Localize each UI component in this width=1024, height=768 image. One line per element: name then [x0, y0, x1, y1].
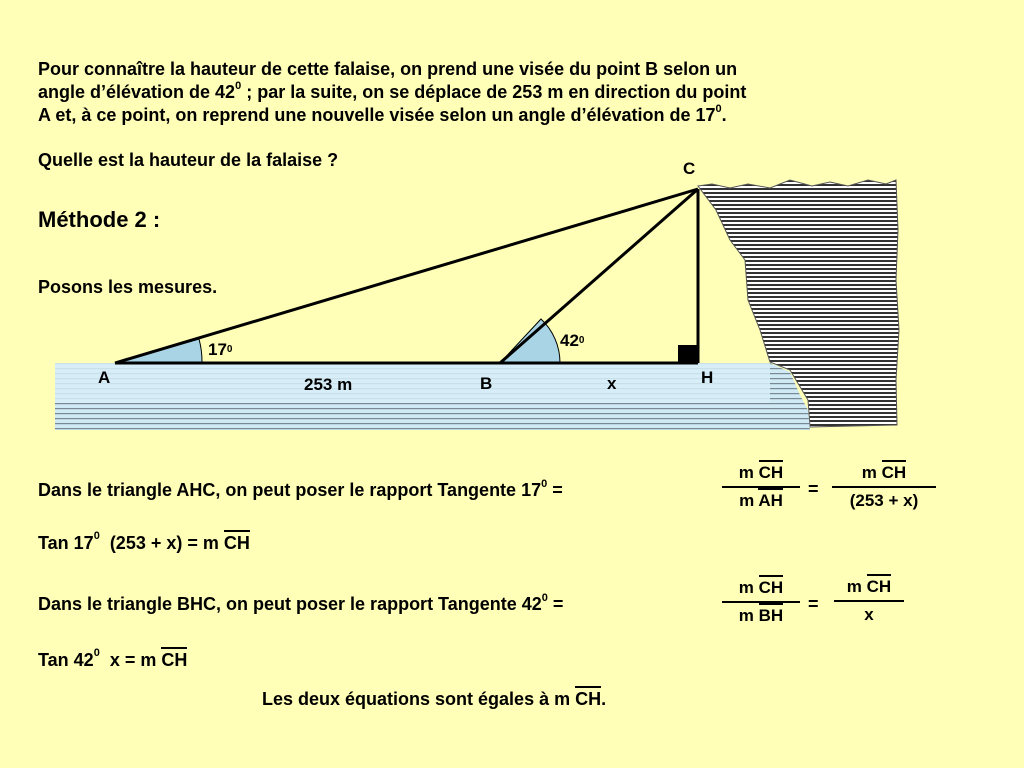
method-title: Méthode 2 : [38, 207, 161, 232]
label-C: C [683, 159, 696, 178]
intro-line-3a: A et, à ce point, on reprend une nouvelle visée selon un angle d’élévation de 17 [38, 105, 716, 125]
eq1-fraction-2: m CH (253 + x) [832, 462, 936, 512]
conclusion-text: Les deux équations sont égales à m CH. [262, 688, 606, 710]
eq1-fraction-1: m CH m AH [722, 462, 800, 512]
line-BC [500, 189, 698, 363]
eq1-equals: = [808, 479, 819, 499]
label-A: A [98, 368, 111, 387]
label-distance: 253 m [304, 375, 353, 394]
intro-line-2a: angle d’élévation de 42 [38, 82, 236, 102]
intro-line-1: Pour connaître la hauteur de cette falaise, on prend une visée du point B selon un [38, 59, 738, 79]
label-B: B [480, 374, 493, 393]
degree-sup: 0 [715, 103, 722, 115]
line-AC [115, 189, 698, 363]
degree-sup: 0 [235, 80, 242, 92]
label-angle-B: $42^0$ [560, 331, 585, 350]
eq2-equals: = [808, 594, 819, 614]
posons-text: Posons les mesures. [38, 277, 218, 297]
label-x: x [607, 374, 617, 393]
label-H: H [701, 368, 714, 387]
ground-top [55, 363, 770, 403]
intro-line-3b: . [721, 105, 727, 125]
eq1-text: Dans le triangle AHC, on peut poser le rapport Tangente $17^0$ = [38, 478, 563, 500]
intro-line-2b: ; par la suite, on se déplace de 253 m en direction du point [241, 82, 747, 102]
tan42-equation: Tan $42^0$ x = m CH [38, 647, 188, 670]
eq2-fraction-1: m CH m BH [722, 577, 800, 627]
tan17-equation: Tan $17^0$ (253 + x) = m CH [38, 530, 250, 553]
right-angle-marker [678, 345, 698, 363]
label-angle-A: $17^0$ [208, 340, 233, 359]
eq2-fraction-2: m CH x [834, 576, 904, 626]
question-text: Quelle est la hauteur de la falaise ? [38, 150, 339, 170]
eq2-text: Dans le triangle BHC, on peut poser le rapport Tangente $42^0$ = [38, 592, 564, 614]
